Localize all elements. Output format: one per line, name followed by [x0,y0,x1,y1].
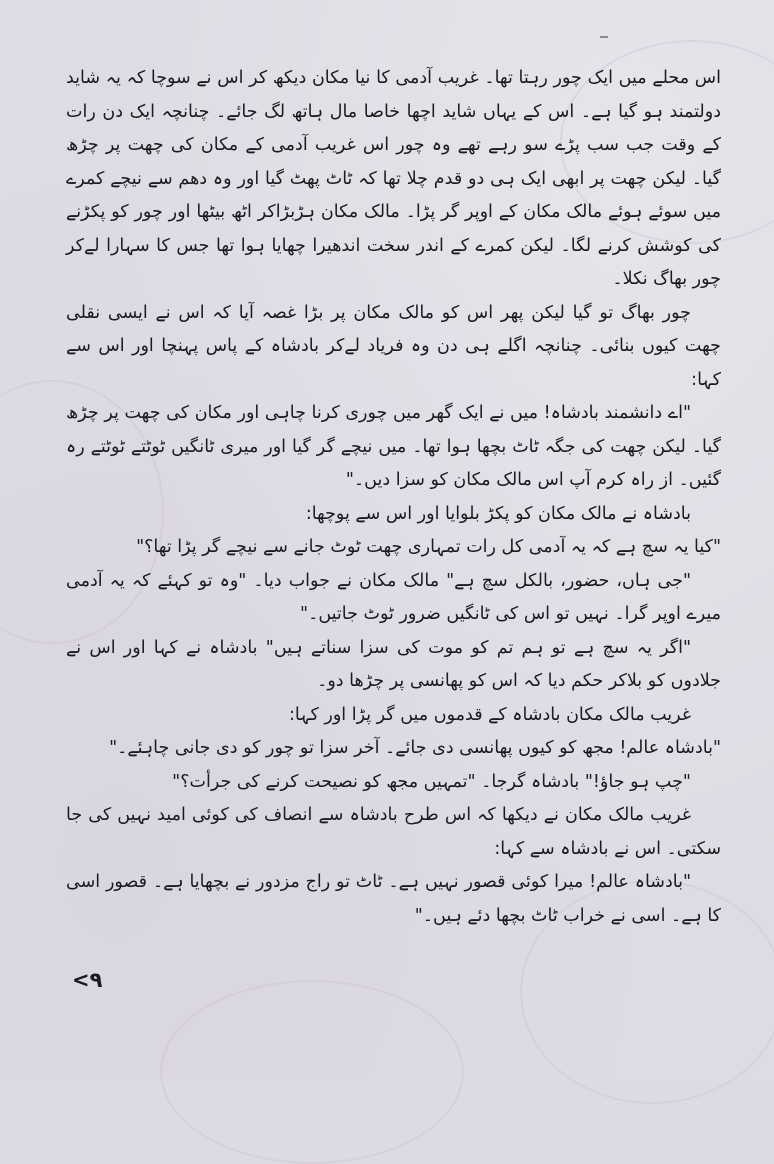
paragraph: "جی ہاں، حضور، بالکل سچ ہے" مالک مکان نے جواب دیا۔ "وہ تو کہئے کہ یہ آدمی میرے اوپر گرا۔ نہیں تو اس کی ٹانگیں ضرور ٹوٹ جاتیں۔" [66,570,721,624]
page-mark [600,36,608,38]
paragraph: "بادشاہ عالم! مجھ کو کیوں پھانسی دی جائے۔ آخر سزا تو چور کو دی جانی چاہئے۔" [109,738,721,758]
paragraph: اس محلے میں ایک چور رہتا تھا۔ غریب آدمی کا نیا مکان دیکھ کر اس نے سوچا کہ یہ شاید دولتمند ہو گیا ہے۔ اس کے یہاں شاید اچھا خاصا مال ہاتھ لگ جائے۔ چنانچہ ایک دن رات کے وقت جب سب پڑے سو رہے تھے وہ چور اس غریب آدمی کے مکان کی چھت پر چڑھ گیا۔ لیکن چھت پر ابھی ایک ہی دو قدم چلا تھا کہ ٹاٹ پھٹ گیا اور وہ دھم سے نیچے کمرے میں سوئے ہوئے مالک مکان کے اوپر گر پڑا۔ مالک مکان ہڑبڑاکر اٹھ بیٹھا اور چور کو پکڑنے کی کوشش کرنے لگا۔ لیکن کمرے کے اندر سخت اندھیرا چھایا ہوا تھا جس کا سہارا لےکر چور بھاگ نکلا۔ [66,68,721,289]
background-ornament [160,980,464,1164]
paragraph: "چپ ہو جاؤ!" بادشاہ گرجا۔ "تمہیں مجھ کو نصیحت کرنے کی جرأت؟" [172,771,691,792]
paragraph: "اے دانشمند بادشاہ! میں نے ایک گھر میں چوری کرنا چاہی اور مکان کی چھت پر چڑھ گیا۔ لیکن چھت کی جگہ ٹاٹ بچھا ہوا تھا۔ میں نیچے گر گیا اور میری ٹانگیں ٹوٹتے ٹوٹتے رہ گئیں۔ از راہ کرم آپ اس مالک مکان کو سزا دیں۔" [66,403,721,490]
paragraph: بادشاہ نے مالک مکان کو پکڑ بلوایا اور اس سے پوچھا: [305,503,691,524]
paragraph: "کیا یہ سچ ہے کہ یہ آدمی کل رات تمہاری چھت ٹوٹ جانے سے نیچے گر پڑا تھا؟" [136,537,721,557]
paragraph: "بادشاہ عالم! میرا کوئی قصور نہیں ہے۔ ٹاٹ تو راج مزدور نے بچھایا ہے۔ قصور اسی کا ہے۔ اسی نے خراب ٹاٹ بچھا دئے ہیں۔" [66,872,721,926]
paragraph: غریب مالک مکان نے دیکھا کہ اس طرح بادشاہ سے انصاف کی کوئی امید نہیں کی جا سکتی۔ اس نے بادشاہ سے کہا: [66,805,721,859]
paragraph: "اگر یہ سچ ہے تو ہم تم کو موت کی سزا سناتے ہیں" بادشاہ نے کہا اور اس نے جلادوں کو بلاکر حکم دیا کہ اس کو پھانسی پر چڑھا دو۔ [66,637,721,691]
paragraph: چور بھاگ تو گیا لیکن پھر اس کو مالک مکان پر بڑا غصہ آیا کہ اس نے ایسی نقلی چھت کیوں بنائی۔ چنانچہ اگلے ہی دن وہ فریاد لےکر بادشاہ کے پاس پہنچا اور اس سے کہا: [66,302,721,390]
paragraph: غریب مالک مکان بادشاہ کے قدموں میں گر پڑا اور کہا: [289,704,691,725]
page-number: <۹ [72,968,103,992]
story-text [66,62,721,933]
